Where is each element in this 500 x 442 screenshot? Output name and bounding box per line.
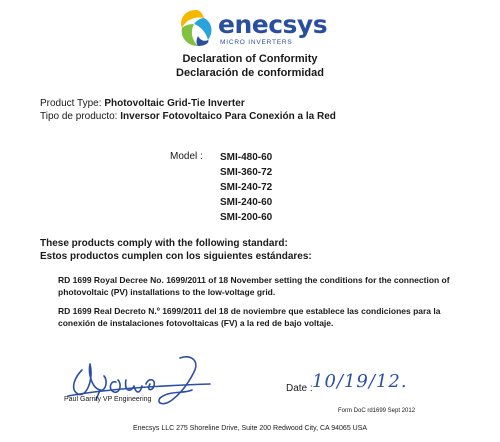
date-label: Date : (286, 383, 313, 394)
title-spanish: Declaración de conformidad (176, 67, 324, 79)
enecsys-swirl-icon (176, 6, 216, 50)
standard-spanish-line: conexión de instalaciones fotovoltaicas (FV) a la red de bajo voltaje. (58, 318, 334, 328)
model-item: SMI-240-72 (220, 182, 273, 193)
model-item: SMI-200-60 (220, 212, 273, 223)
title-english: Declaration of Conformity (182, 53, 318, 65)
model-list (220, 150, 272, 225)
footer-address: Enecsys LLC 275 Shoreline Drive, Suite 200 Redwood City, CA 94065 USA (132, 425, 368, 432)
standard-english (58, 274, 500, 298)
standard-english-line: RD 1699 Royal Decree No. 1699/2011 of 18 November setting the conditions for the connection of (58, 275, 450, 285)
model-item: SMI-360-72 (220, 167, 273, 178)
product-type-value-es: Inversor Fotovoltaico Para Conexión a la Red (120, 111, 336, 122)
enecsys-logo (176, 6, 336, 52)
form-reference: Form DoC rd1699 Sept 2012 (338, 408, 416, 414)
product-type-label-es: Tipo de producto: (40, 111, 118, 122)
standard-spanish-line: RD 1699 Real Decreto N.º 1699/2011 del 18 de noviembre que establece las condiciones para la (58, 306, 441, 316)
comply-spanish: Estos productos cumplen con los siguientes estándares: (40, 251, 312, 262)
logo-brand: enecsys (218, 10, 328, 39)
product-type-english (40, 98, 245, 110)
date-value: 10/19/12. (312, 371, 408, 392)
product-type-label: Product Type: (40, 98, 102, 109)
model-item: SMI-240-60 (220, 197, 273, 208)
comply-english: These products comply with the following standard: (40, 238, 288, 249)
product-type-spanish (40, 111, 336, 123)
model-item: SMI-480-60 (220, 152, 273, 163)
model-label: Model : (170, 151, 203, 162)
signatory-name: Paul Garrity VP Engineering (64, 396, 152, 403)
product-type-value: Photovoltaic Grid-Tie Inverter (104, 98, 245, 109)
standard-spanish (58, 305, 500, 329)
logo-tagline: MICRO INVERTERS (220, 39, 293, 46)
standard-english-line: photovoltaic (PV) installations to the low-voltage grid. (58, 287, 276, 297)
